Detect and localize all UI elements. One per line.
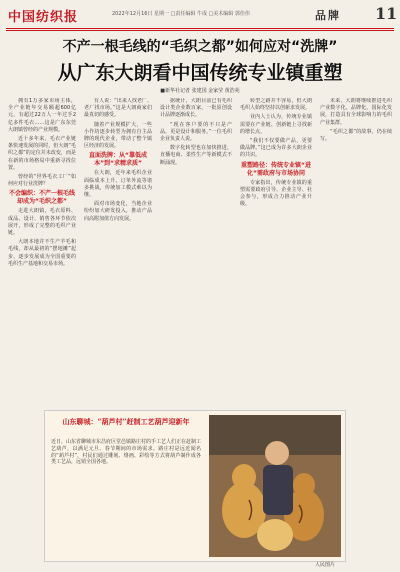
dateline: 2022年12月16日 星期一 □责任编辑 牛成 □美术编辑 郭佳伟	[112, 11, 250, 17]
section-subhead: 不会编织：不产一根毛线却成为“毛织之都”	[8, 190, 75, 206]
paragraph: 走进大朗镇，毛衣原料、成品、设计、销售各环节依次展开，形成了完整的毛织产业链。	[8, 208, 76, 237]
newspaper-logo: 中国纺织报	[8, 10, 79, 25]
paragraph: 曾经的“世界毛衣工厂”如何应对行业洗牌？	[8, 174, 76, 188]
photo-news-title: 山东聊城：“葫芦村”赶制工艺葫芦迎新年	[62, 417, 190, 426]
paragraph: 有人说：“出来人找老厂、老厂找市场。”这是大朗商家们最真切的感受。	[84, 98, 152, 119]
photo-news-box	[44, 410, 346, 568]
paragraph: “我们不仅要做产品，更要做品牌。”这已成为许多大朗企业的共识。	[240, 138, 312, 159]
paragraph: 据统计，大朗目前已有毛织设计类企业数百家，一批原创设计品牌逐渐成长。	[160, 98, 232, 119]
section-subhead: 重塑路径：传统专业镇“进化”需政府与市场协同	[241, 161, 311, 177]
paragraph: 拥有1万多家市场主体，全产业链年交易额超600亿元，有超过22万人一年过手2亿多件毛衣……这是广东东莞大朗镇曾经的产业规模。	[8, 98, 76, 133]
photo-news-caption: 近日，山东省聊城市东昌府区堂邑镇路庄村的手工艺人们正在赶制工艺葫芦，以满足元旦、春节期间的市场需求。路庄村是远近闻名的“葫芦村”，村民们通过雕刻、烙画、彩绘等方式将葫芦制作成各类工艺品，远销全国各地。	[51, 439, 202, 466]
section-subhead: 直面洗牌：从“靠低成本”到“求精求质”	[89, 152, 147, 168]
newspaper-header	[0, 0, 400, 30]
paragraph: 在大朗，近年来毛织企业面临成本上升、订单外流等诸多挑战，传统加工模式难以为继。	[84, 170, 152, 199]
paragraph: “现在客户要的不只是产品，更是设计和服务。”一位毛织企业负责人说。	[160, 121, 232, 143]
article-column-1	[8, 98, 76, 408]
article-headline: 从广东大朗看中国传统专业镇重塑	[57, 62, 343, 84]
header-rule-secondary	[6, 30, 394, 31]
article-byline: ■新华社记者 张建国 金家莹 黄浩苑	[160, 88, 240, 94]
article-column-4	[240, 98, 312, 408]
article-column-3	[160, 98, 232, 408]
article-kicker: 不产一根毛线的“毛织之都”如何应对“洗牌”	[62, 39, 338, 55]
paragraph: 转型之路并不容易，但大朗毛织人始终坚持以创新求发展。	[240, 98, 312, 112]
paragraph: 近十多年来，毛衣产业链条快速发展的同时，但大朗“毛织之都”的定位并未改变，而是在新的市场格局中重新寻找位置。	[8, 136, 76, 171]
gourd-artisan-photo	[209, 415, 341, 557]
paragraph: 大朗本地并不生产羊毛和毛线，却从最初的“摆地摊”起步，逐步发展成为全国重要的毛织生产基地和交易市场。	[8, 239, 76, 267]
paragraph: 业内人士认为，传统专业镇需要在产业链、创新链上寻找新的增长点。	[240, 114, 312, 135]
paragraph: “毛织之都”的故事，仍在续写。	[320, 128, 392, 143]
section-name: 品牌	[315, 9, 341, 22]
paragraph: 面对市场变化，当地企业纷纷加大研发投入，推动产品向高附加值方向发展。	[84, 201, 152, 222]
paragraph: 随着产业规模扩大，一些小作坊逐步转型为拥有自主品牌的现代企业，带动了整个镇区经济的发展。	[84, 121, 152, 150]
article-column-2	[84, 98, 152, 408]
paragraph: 专家指出，传统专业镇的重塑需要政府引导、企业主导、社会参与，形成合力推动产业升级。	[240, 179, 312, 208]
paragraph: 未来，大朗将继续推进毛织产业数字化、品牌化、国际化发展，打造具有全球影响力的毛织产业集群。	[320, 98, 392, 126]
page-number: 11	[375, 4, 398, 23]
photo-credit: 人民图片	[315, 562, 336, 568]
header-rule	[6, 28, 394, 29]
paragraph: 数字化转型也在加快推进，直播电商、柔性生产等新模式不断涌现。	[160, 145, 232, 166]
